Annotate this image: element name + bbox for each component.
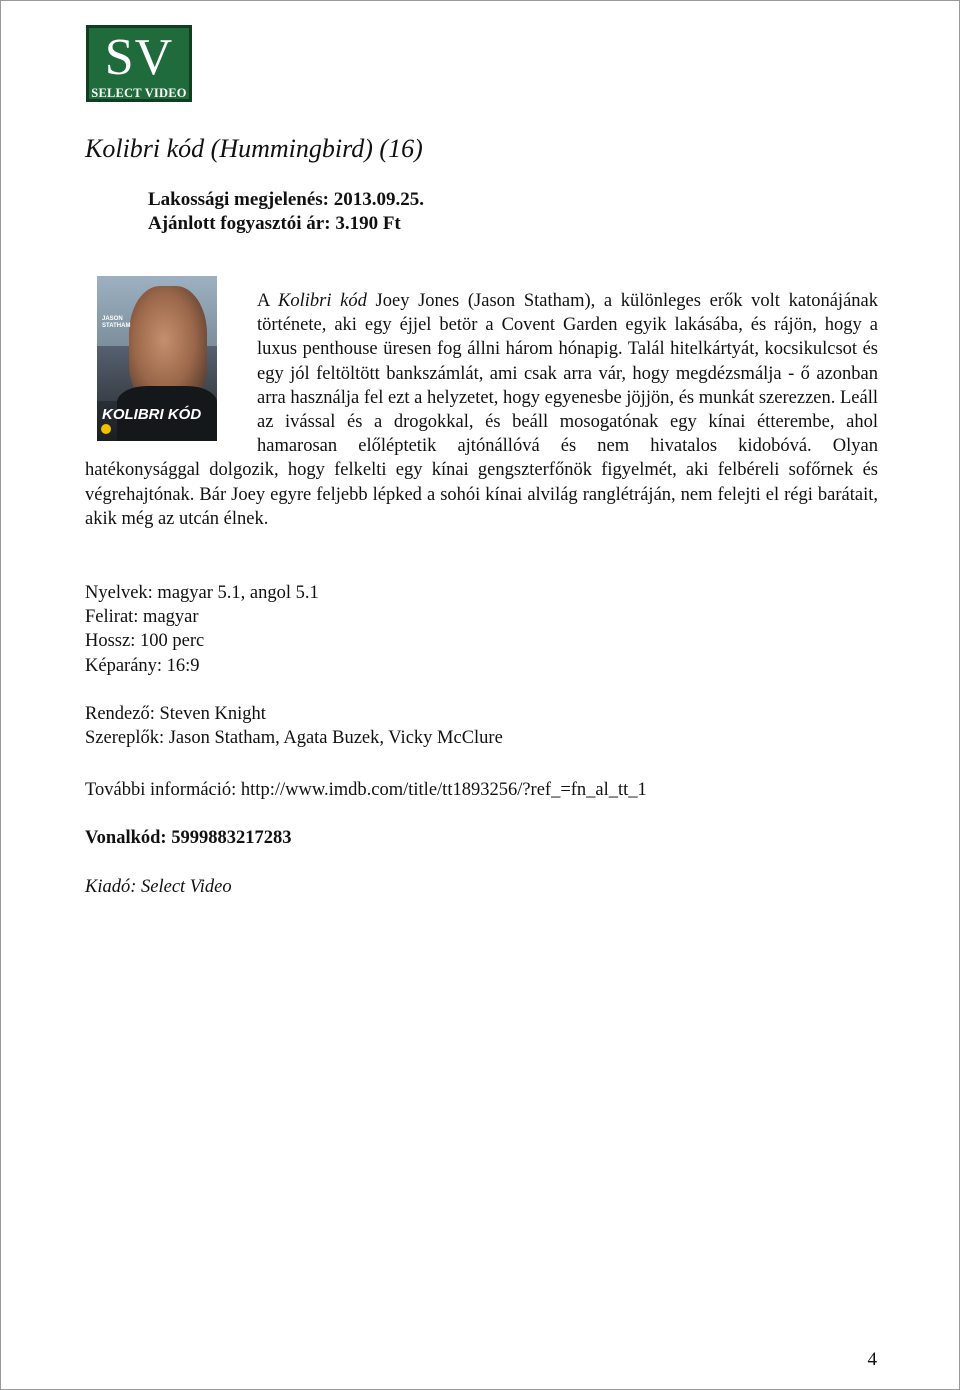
synopsis-film-title: Kolibri kód xyxy=(278,291,367,311)
recommended-price: Ajánlott fogyasztói ár: 3.190 Ft xyxy=(148,213,401,234)
subtitles: Felirat: magyar xyxy=(85,607,199,628)
length: Hossz: 100 perc xyxy=(85,631,205,652)
cover-title: KOLIBRI KÓD xyxy=(102,406,202,423)
dvd-cover-image xyxy=(97,276,217,441)
synopsis-lead: A xyxy=(257,291,279,311)
logo-text: SELECT VIDEO xyxy=(91,86,187,100)
director: Rendező: Steven Knight xyxy=(85,704,266,724)
cover-actor-name xyxy=(102,316,130,330)
cover-actor-name-line1: JASON xyxy=(102,316,123,322)
cast: Szereplők: Jason Statham, Agata Buzek, Vicky McClure xyxy=(85,728,503,749)
logo-letters: SV xyxy=(104,29,174,86)
technical-specs xyxy=(85,581,319,678)
more-info: További információ: http://www.imdb.com/title/tt1893256/?ref_=fn_al_tt_1 xyxy=(85,780,647,800)
barcode: Vonalkód: 5999883217283 xyxy=(85,828,292,848)
age-rating-icon xyxy=(101,424,111,434)
release-date: Lakossági megjelenés: 2013.09.25. xyxy=(148,189,425,210)
page-number: 4 xyxy=(867,1349,877,1370)
crew-info xyxy=(85,702,503,750)
cover-actor-name-line2: STATHAM xyxy=(102,323,131,329)
synopsis xyxy=(85,289,878,531)
synopsis-text: Joey Jones (Jason Statham), a különleges erők volt katonájának története, aki egy éjjel betör a Covent Garden egyik lakásába, és rájön, hogy a luxus penthouse üresen fog állni három hónapig. Talál hitelkártyát, kocsikulcsot és egy jól feltöltött bankszámlát, ami csak arra vár, hogy megdézsmálja - ő azonban arra használja fel ezt a helyzetet, hogy egyenesbe jöjjön, és munkát szerezzen. Leáll az ivással és a drogokkal, és beáll mosogatónak egy kínai étterembe, ahol hamarosan előléptetik ajtónállóvá és nem hivatalos kidobóvá. Olyan hatékonysággal dolgozik, hogy felkelti egy kínai gengszterfőnök figyelmét, aki felbéreli sofőrnek és végrehajtónak. Bár Joey egyre feljebb lépked a sohói kínai alvilág ranglétráján, nem felejti el régi barátait, akik még az utcán élnek. xyxy=(85,291,878,529)
release-info xyxy=(148,188,424,236)
languages: Nyelvek: magyar 5.1, angol 5.1 xyxy=(85,583,319,603)
publisher: Kiadó: Select Video xyxy=(85,877,232,897)
aspect-ratio: Képarány: 16:9 xyxy=(85,655,200,676)
select-video-logo xyxy=(86,25,192,102)
page-title: Kolibri kód (Hummingbird) (16) xyxy=(85,134,423,163)
